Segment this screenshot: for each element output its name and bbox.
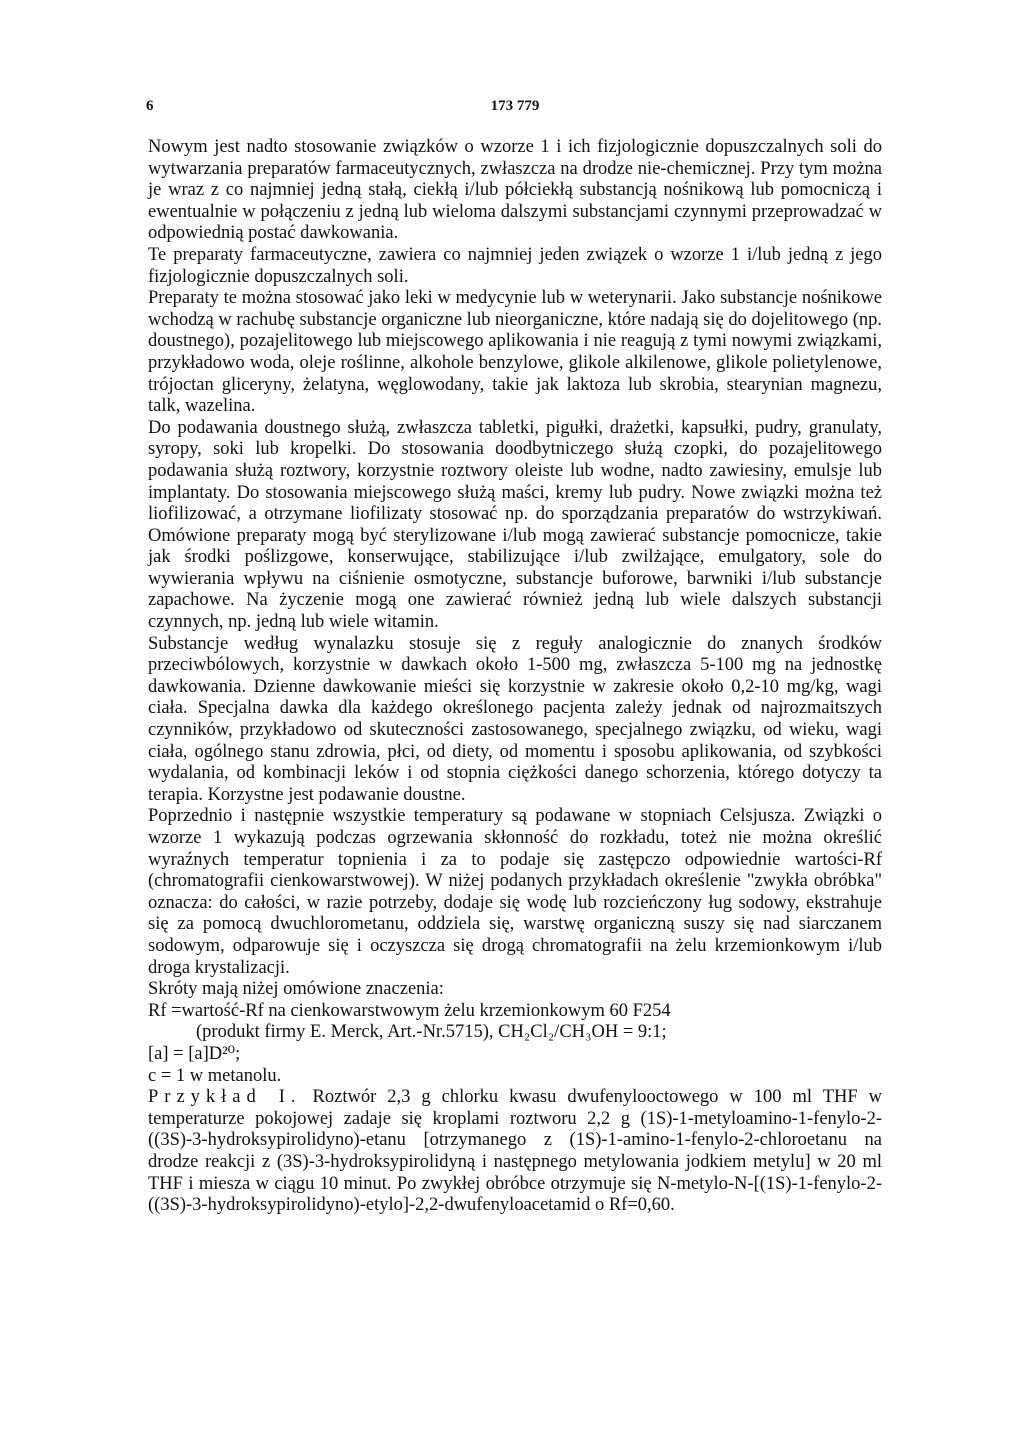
- paragraph-dosage: Substancje według wynalazku stosuje się z reguły analogicznie do znanych środków przeciwbólowych, korzystnie w dawkach około 1-500 mg, zwłaszcza 5-100 mg na jednostkę dawkowania. Dzienne dawkowanie mieści się korzystnie w zakresie około 0,2-10 mg/kg, wagi ciała. Specjalna dawka dla każdego określonego pacjenta zależy jednak od najrozmaitszych czynników, przykładowo od skuteczności zastosowanego, specjalnego związku, od wieku, wagi ciała, ogólnego stanu zdrowia, płci, od diety, od momentu i sposobu aplikowania, od szybkości wydalania, od kombinacji leków i od stopnia ciężkości danego schorzenia, którego dotyczy ta terapia. Korzystne jest podawanie doustne.: [148, 633, 882, 805]
- paragraph-carriers: Preparaty te można stosować jako leki w medycynie lub w weterynarii. Jako substancje nośnikowe wchodzą w rachubę substancje organiczne lub nieorganiczne, które nadają się do dojelitowego (np. doustnego), pozajelitowego lub miejscowego aplikowania i nie reagują z tymi nowymi związkami, przykładowo woda, oleje roślinne, alkohole benzylowe, glikole alkilenowe, glikole polietylenowe, trójoctan gliceryny, żelatyna, węglowodany, takie jak laktoza lub skrobia, stearynian magnezu, talk, wazelina.: [148, 288, 882, 417]
- abbreviation-a: [a] = [a]D²⁰;: [148, 1043, 241, 1064]
- example-label: Przykład I.: [148, 1087, 302, 1108]
- abbreviation-c: c = 1 w metanolu.: [148, 1065, 282, 1086]
- paragraph-administration: Do podawania doustnego służą, zwłaszcza tabletki, pigułki, drażetki, kapsułki, pudry, granulaty, syropy, soki lub kropelki. Do stosowania doodbytniczego służą czopki, do pozajelitowego podawania służą roztwory, korzystnie roztwory oleiste lub wodne, nadto zawiesiny, emulsje lub implantaty. Do stosowania miejscowego służą maści, kremy lub pudry. Nowe związki można też liofilizować, a otrzymane liofilizaty stosować np. do sporządzania preparatów do wstrzykiwań. Omówione preparaty mogą być sterylizowane i/lub mogą zawierać substancje pomocnicze, takie jak środki poślizgowe, konserwujące, stabilizujące i/lub zwilżające, emulgatory, sole do wywierania wpływu na ciśnienie osmotyczne, substancje buforowe, barwniki i/lub substancje zapachowe. Na życzenie mogą one zawierać również jedną lub wiele dalszych substancji czynnych, np. jedną lub wiele witamin.: [148, 417, 882, 633]
- abbreviation-rf: Rf =wartość-Rf na cienkowarstwowym żelu krzemionkowym 60 F254: [148, 1000, 671, 1021]
- example-text: Roztwór 2,3 g chlorku kwasu dwufenylooctowego w 100 ml THF w temperaturze pokojowej zadaje się kroplami roztworu 2,2 g (1S)-1-metyloamino-1-fenylo-2-((3S)-3-hydroksypirolidyno)-etanu [otrzymanego z (1S)-1-amino-1-fenylo-2-chloroetanu na drodze reakcji z (3S)-3-hydroksypirolidyną i następnego metylowania jodkiem metylu] w 20 ml THF i miesza w ciągu 10 minut. Po zwykłej obróbce otrzymuje się N-metylo-N-[(1S)-1-fenylo-2-((3S)-3-hydroksypirolidyno)-etylo]-2,2-dwufenyloacetamid o Rf=0,60.: [148, 1087, 882, 1216]
- example-paragraph: [148, 1087, 882, 1217]
- paragraph-preparations: Te preparaty farmaceutyczne, zawiera co najmniej jeden związek o wzorze 1 i/lub jedną z jego fizjologicznie dopuszczalnych soli.: [148, 244, 882, 287]
- patent-number: 173 779: [490, 98, 540, 114]
- document-body: [148, 137, 882, 1217]
- abbreviation-rf-detail: (produkt firmy E. Merck, Art.-Nr.5715), CH₂Cl₂/CH₃OH = 9:1;: [196, 1022, 667, 1043]
- page-header: [146, 98, 884, 120]
- page-number: 6: [146, 98, 154, 114]
- paragraph-temperatures: Poprzednio i następnie wszystkie temperatury są podawane w stopniach Celsjusza. Związki o wzorze 1 wykazują podczas ogrzewania skłonność do rozkładu, toteż nie można określić wyraźnych temperatur topnienia i za to podaje się zastępczo odpowiednie wartości-Rf (chromatografii cienkowarstwowej). W niżej podanych przykładach określenie "zwykła obróbka" oznacza: do całości, w razie potrzeby, dodaje się wodę lub rozcieńczony ług sodowy, ekstrahuje się za pomocą dwuchlorometanu, oddziela się, warstwę organiczną suszy się nad siarczanem sodowym, odparowuje się i oczyszcza się drogą chromatografii na żelu krzemionkowym i/lub droga krystalizacji.: [148, 806, 882, 978]
- paragraph-usage: Nowym jest nadto stosowanie związków o wzorze 1 i ich fizjologicznie dopuszczalnych soli do wytwarzania preparatów farmaceutycznych, zwłaszcza na drodze nie-chemicznej. Przy tym można je wraz z co najmniej jedną stałą, ciekłą i/lub półciekłą substancją nośnikową lub pomocniczą i ewentualnie w połączeniu z jedną lub wieloma dalszymi substancjami czynnymi przeprowadzać w odpowiednią postać dawkowania.: [148, 137, 882, 244]
- paragraph-abbreviations-intro: Skróty mają niżej omówione znaczenia:: [148, 979, 444, 1000]
